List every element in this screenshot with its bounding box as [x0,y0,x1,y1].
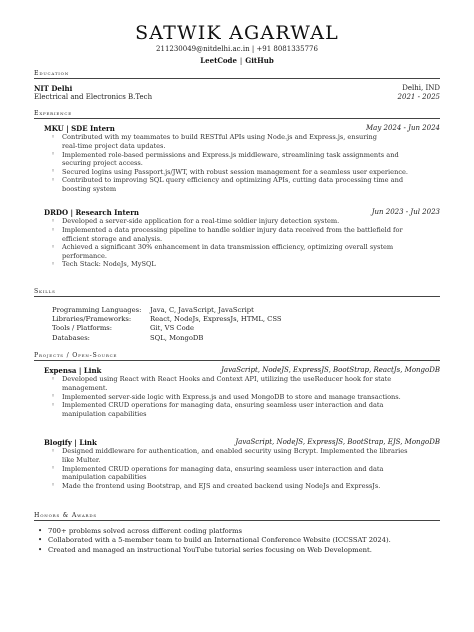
list-item: • Collaborated with a 5-member team to build an International Conference Website (ICCSSAT 2024). [34,536,440,545]
list-item: ◦ Achieved a significant 30% enhancement in data transmission efficiency, optimizing overall system [34,243,440,252]
list-item-continuation: manipulation capabilities [62,473,147,482]
skill-label: Libraries/Frameworks: [52,315,132,324]
section-title-projects: Projects / Open-Source [34,352,440,361]
education-dates: 2021 - 2025 [397,93,440,102]
project-name: Expensa [44,366,77,375]
list-item: • 700+ problems solved across different coding platforms [34,527,440,536]
list-item: ◦ Implemented a data processing pipeline to handle soldier injury data received from the battlefield for [34,226,440,235]
list-item: • Created and managed an instructional YouTube tutorial series focusing on Web Development. [34,546,440,555]
github-link[interactable]: GitHub [245,56,274,65]
degree: Electrical and Electronics B.Tech [34,93,153,102]
skill-row [52,334,282,343]
job-role: Research Intern [75,208,139,217]
job-role: SDE Intern [71,124,115,133]
list-item-continuation: securing project access. [62,159,143,168]
list-item: ◦ Tech Stack: NodeJs, MySQL [34,260,440,269]
skill-row [52,306,282,315]
project-entry-expensa [34,366,440,418]
section-title-experience: Experience [34,110,440,119]
skill-label: Programming Languages: [52,306,142,314]
list-item-continuation: efficient storage and analysis. [62,234,163,243]
profile-links [0,56,474,65]
skill-row [52,324,282,333]
list-item: ◦ Developed a server-side application for a real-time soldier injury detection system. [34,217,440,226]
skill-row [52,315,282,324]
education-entry [34,84,440,103]
honors-list [34,527,440,555]
list-item-continuation: real-time project data updates. [62,142,166,150]
skill-value: Java, C, JavaScript, JavaScript [150,306,254,314]
job-bullets [34,133,440,193]
skills-table [52,306,282,343]
contact-line [0,45,474,53]
section-title-skills: Skills [34,288,440,297]
project-entry-blogify [34,438,440,490]
section-title-honors: Honors & Awards [34,512,440,521]
project-link[interactable]: Link [83,366,102,375]
honors-list-wrapper [34,527,440,555]
list-item-continuation: boosting system [62,184,117,193]
job-dates: May 2024 - Jun 2024 [365,124,440,132]
list-item: ◦ Implemented role-based permissions and Express.js middleware, streamlining task assignments and [34,151,440,160]
school-location: Delhi, IND [402,84,440,92]
links-separator: | [239,57,243,65]
project-separator: | [74,438,77,447]
list-item-continuation: performance. [62,251,107,260]
job-org: DRDO [44,208,69,217]
project-stack: JavaScript, NodeJS, ExpressJS, BootStrap, EJS, MongoDB [235,438,440,446]
skill-value: Git, VS Code [150,324,195,333]
candidate-name: SATWIK AGARWAL [135,22,339,44]
skill-value: React, NodeJs, ExpressJs, HTML, CSS [150,315,282,324]
job-org: MKU [44,124,64,133]
list-item-continuation: manipulation capabilities [62,409,147,418]
project-separator: | [78,366,82,375]
list-item: ◦ Designed middleware for authentication, and enabled security using Bcrypt. Implemented the libraries [34,447,440,456]
project-name: Blogify [44,438,72,447]
project-link[interactable]: Link [79,438,97,447]
experience-entry-mku [34,124,440,194]
email-link[interactable]: 211230049@nitdelhi.ac.in [156,45,250,53]
job-separator: | [70,208,74,217]
leetcode-link[interactable]: LeetCode [200,56,237,65]
job-bullets [34,217,440,269]
list-item: ◦ Contributed to improving SQL query efficiency and optimizing APIs, cutting data processing time and [34,176,440,185]
skill-label: Databases: [52,333,90,342]
school-name: NIT Delhi [34,84,73,93]
list-item: ◦ Made the frontend using Bootstrap, and EJS and created backend using NodeJs and ExpressJs. [34,482,440,491]
job-dates: Jun 2023 - Jul 2023 [371,208,440,216]
list-item: ◦ Contributed with my teammates to build RESTful APIs using Node.js and Express.js, ensuring [34,133,440,142]
list-item: ◦ Secured logins using Passport.js/JWT, with robust session management for a seamless user experience. [34,168,440,177]
project-bullets [34,447,440,490]
list-item: ◦ Implemented server-side logic with Express.js and used MongoDB to store and manage transactions. [34,393,440,402]
job-separator: | [66,124,69,133]
project-stack: JavaScript, NodeJS, ExpressJS, BootStrap, ReactJs, MongoDB [221,366,440,374]
contact-separator: | [251,45,255,53]
list-item-continuation: like Multer. [62,456,101,464]
experience-entry-drdo [34,208,440,269]
skill-value: SQL, MongoDB [150,333,204,342]
list-item: ◦ Implemented CRUD operations for managing data, ensuring seamless user interaction and data [34,465,440,474]
skill-label: Tools / Platforms: [52,324,113,333]
list-item: ◦ Developed using React with React Hooks and Context API, utilizing the useReducer hook for state [34,375,440,384]
project-bullets [34,375,440,418]
phone-number: +91 8081335776 [256,45,318,53]
section-title-education: Education [34,70,440,79]
list-item: ◦ Implemented CRUD operations for managing data, ensuring seamless user interaction and data [34,401,440,410]
list-item-continuation: management. [62,384,108,392]
